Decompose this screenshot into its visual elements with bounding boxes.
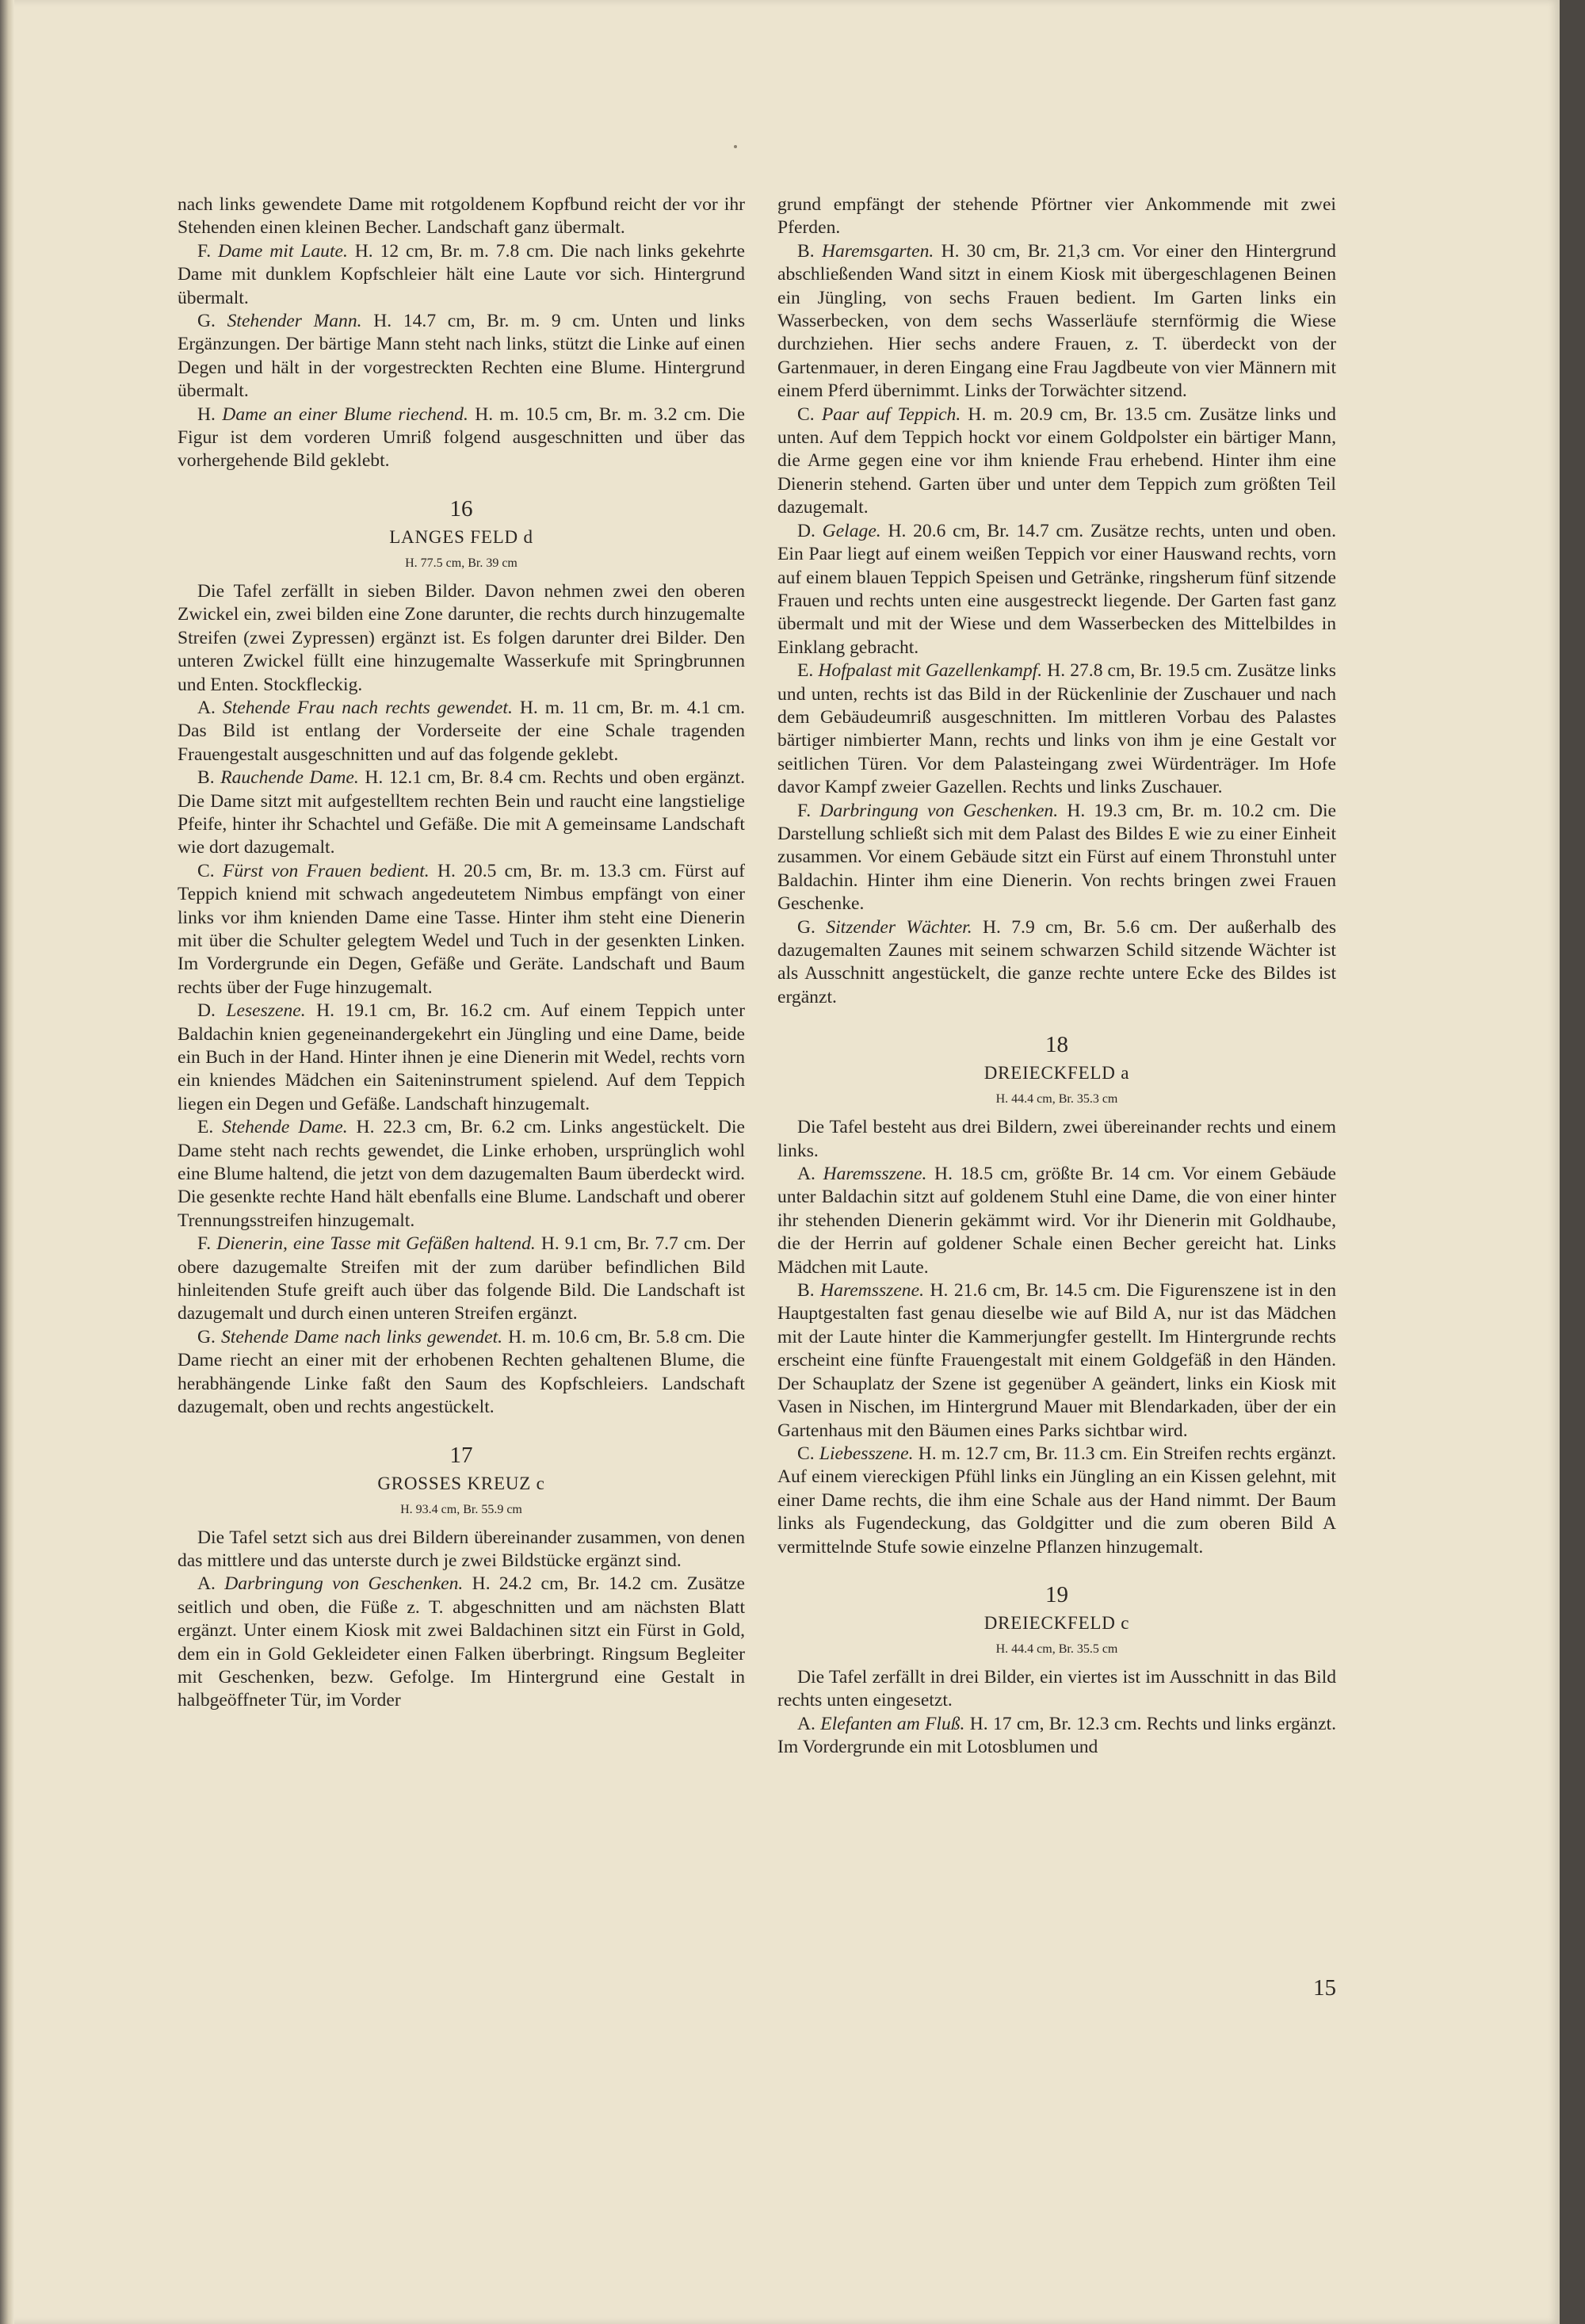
entry-title: Paar auf Teppich. (821, 403, 961, 425)
entry-title: Sitzender Wächter. (826, 916, 972, 938)
catalog-paragraph (178, 766, 745, 860)
entry-title: Darbringung von Geschenken. (819, 800, 1059, 821)
catalog-paragraph (777, 520, 1336, 659)
section-number: 18 (1045, 1032, 1068, 1058)
entry-letter: A. (797, 1164, 815, 1185)
section-title: DREIECKFELD a (983, 1063, 1130, 1084)
entry-text: H. 20.6 cm, Br. 14.7 cm. Zusätze rechts, unten und oben. Ein Paar liegt auf einem weißen Teppich vor einer Hauswand rechts, vorn auf einem blauen Teppich Speisen und Getränke, ringsherum fünf sitzende Frauen und rechts unten eine ausgestreckt liegende. Der Garten fast ganz übermalt und mit der Wiese und dem Wasserbecken des Mittelbildes in Einklang gebracht. (777, 520, 1336, 658)
entry-title: Stehende Dame. (222, 1117, 348, 1138)
section-dimensions: H. 44.4 cm, Br. 35.5 cm (995, 1642, 1118, 1656)
entry-text: H. 30 cm, Br. 21,3 cm. Vor einer den Hintergrund abschließenden Wand sitzt in einem Kiosk mit übergeschlagenen Beinen ein Jüngling, von sechs Frauen bedient. Im Garten links ein Wasserbecken, von dem sechs Wasserläufe sternförmig die Wiese durchziehen. Hier sechs andere Frauen, z. T. überdeckt von der Gartenmauer, in deren Eingang eine Frau Jagdbeute von vier Männern mit einem Pferd übernimmt. Links der Torwächter sitzend. (777, 240, 1336, 402)
entry-text: H. 24.2 cm, Br. 14.2 cm. Zusätze seitlich und oben, die Füße z. T. abgeschnitten und am nächsten Blatt ergänzt. Unter einem Kiosk mit zwei Baldachinen sitzt ein Fürst in Gold, dem ein in Gold Gekleideter einen Falken überbringt. Ringsum Begleiter mit Geschenken, bezw. Gefolge. Im Hintergrund eine Gestalt in halbgeöffneter Tür, im Vorder (178, 1573, 745, 1711)
entry-text: grund empfängt der stehende Pförtner vier Ankommende mit zwei Pferden. (777, 194, 1336, 239)
entry-title: Haremsgarten. (821, 240, 934, 262)
catalog-paragraph (777, 800, 1336, 916)
entry-title: Fürst von Frauen bedient. (222, 860, 430, 881)
entry-title: Haremsszene. (820, 1280, 924, 1302)
entry-text: H. 14.7 cm, Br. m. 9 cm. Unten und links Ergänzungen. Der bärtige Mann steht nach links, stützt die Linke auf einen Degen und hält in der vorgestreckten Rechten eine Blume. Hintergrund übermalt. (178, 311, 746, 402)
entry-letter: E. (797, 660, 814, 682)
entry-title: Darbringung von Geschenken. (224, 1573, 464, 1595)
entry-letter: F. (197, 1233, 212, 1255)
entry-text: H. 12.1 cm, Br. 8.4 cm. Rechts und oben ergänzt. Die Dame sitzt mit aufgestelltem rechten Bein und raucht eine langstielige Pfeife, hinter ihr Schachtel und Gefäße. Die mit A gemeinsame Landschaft wie dort dazugemalt. (178, 767, 745, 858)
entry-letter: A. (797, 1713, 815, 1734)
right-column (777, 193, 1336, 1760)
catalog-paragraph (178, 697, 745, 766)
catalog-paragraph (777, 659, 1336, 799)
entry-title: Haremsszene. (823, 1164, 927, 1185)
section-dimensions: H. 93.4 cm, Br. 55.9 cm (400, 1502, 522, 1516)
entry-title: Stehende Dame nach links gewendet. (220, 1326, 503, 1347)
entry-letter: A. (197, 697, 216, 718)
catalog-paragraph (178, 1233, 745, 1326)
entry-text: H. m. 11 cm, Br. m. 4.1 cm. Das Bild ist entlang der Vorderseite der eine Schale tragenden Frauengestalt ausgeschnitten und auf das folgende geklebt. (178, 697, 745, 765)
entry-title: Liebesszene. (819, 1443, 914, 1464)
entry-title: Gelage. (822, 520, 881, 541)
entry-text: Die Tafel setzt sich aus drei Bildern übereinander zusammen, von denen das mittlere und das unterste durch je zwei Bildstücke ergänzt sind. (178, 1527, 745, 1571)
catalog-paragraph (777, 1666, 1336, 1713)
entry-letter: G. (197, 311, 216, 332)
entry-letter: H. (197, 403, 216, 425)
entry-text: H. 20.5 cm, Br. m. 13.3 cm. Fürst auf Teppich kniend mit schwach angedeutetem Nimbus empfängt von einer links vor ihm knienden Dame eine Tasse. Hinter ihm steht eine Dienerin mit über die Schulter gelegtem Wedel und Tuch in der gesenkten Linken. Im Vordergrunde ein Degen, Gefäße und Geräte. Landschaft und Baum rechts über der Fuge hinzugemalt. (178, 860, 746, 998)
section-number: 16 (449, 495, 473, 522)
entry-text: H. 27.8 cm, Br. 19.5 cm. Zusätze links und unten, rechts ist das Bild in der Rückenlinie der Zuschauer und nach dem Gebäudeumriß ausgeschnitten. Im mittleren Vorbau des Palastes bärtiger nimbierter Mann, rechts und links von ihm je eine Gestalt vor seitlichen Türen. Vor dem Palasteingang zwei Würdenträger. Im Hofe davor Kampf zweier Gazellen. Rechts und links Zuschauer. (777, 660, 1336, 798)
entry-text: H. m. 12.7 cm, Br. 11.3 cm. Ein Streifen rechts ergänzt. Auf einem viereckigen Pfühl links ein Jüngling an ein Kissen gelehnt, mit einer Dame rechts, die ihm eine Schale aus der Hand nimmt. Der Baum links als Fugendeckung, das Goldgitter und die zum oberen Bild A vermittelnde Stufe sowie einzelne Pflanzen hinzugemalt. (777, 1443, 1336, 1558)
section-dimensions: H. 44.4 cm, Br. 35.3 cm (995, 1092, 1118, 1107)
catalog-paragraph (178, 310, 745, 403)
entry-text: H. 19.1 cm, Br. 16.2 cm. Auf einem Teppich unter Baldachin knien gegeneinandergekehrt ein Jüngling und eine Dame, beide ein Buch in der Hand. Hinter ihnen je eine Dienerin mit Wedel, rechts vorn ein kniendes Mädchen ein Saiteninstrument spielend. Auf dem Teppich liegen ein Degen und Gefäße. Landschaft hinzugemalt. (178, 1000, 745, 1114)
entry-title: Rauchende Dame. (220, 767, 359, 789)
section-title: DREIECKFELD c (983, 1612, 1130, 1633)
entry-text: H. m. 10.5 cm, Br. m. 3.2 cm. Die Figur ist dem vorderen Umriß folgend ausgeschnitten und über das vorhergehende Bild geklebt. (178, 403, 745, 472)
entry-text: H. m. 20.9 cm, Br. 13.5 cm. Zusätze links und unten. Auf dem Teppich hockt vor einem Goldpolster ein bärtiger Mann, die Arme gegen eine vor ihm kniende Frau erhebend. Hinter ihm eine Dienerin stehend. Garten über und unter dem Teppich zum größten Teil dazugemalt. (777, 403, 1336, 518)
catalog-paragraph (178, 403, 745, 473)
entry-text: H. 7.9 cm, Br. 5.6 cm. Der außerhalb des dazugemalten Zaunes mit seinem schwarzen Schild sitzende Wächter ist als Ausschnitt angestückelt, die ganze rechte untere Ecke des Bildes ist ergänzt. (777, 916, 1337, 1007)
catalog-paragraph (777, 916, 1336, 1010)
entry-text: Die Tafel zerfällt in sieben Bilder. Davon nehmen zwei den oberen Zwickel ein, zwei bilden eine Zone darunter, die rechts durch hinzugemalte Streifen (zwei Zypressen) ergänzt ist. Es folgen darunter drei Bilder. Den unteren Zwickel füllt eine hinzugemalte Wasserkufe mit Springbrunnen und Enten. Stockfleckig. (178, 580, 745, 695)
section-number: 17 (449, 1442, 473, 1468)
section-title: GROSSES KREUZ c (377, 1473, 545, 1493)
entry-text: nach links gewendete Dame mit rotgoldenem Kopfbund reicht der vor ihr Stehenden einen kleinen Becher. Landschaft ganz übermalt. (178, 194, 745, 239)
catalog-paragraph (777, 403, 1336, 520)
catalog-paragraph (777, 1163, 1336, 1279)
catalog-paragraph (178, 1000, 745, 1116)
entry-letter: G. (797, 916, 815, 938)
entry-title: Stehende Frau nach rechts gewendet. (222, 697, 513, 718)
entry-title: Dienerin, eine Tasse mit Gefäßen haltend. (216, 1233, 536, 1255)
entry-text: H. m. 10.6 cm, Br. 5.8 cm. Die Dame riecht an einer mit der erhobenen Rechten gehaltenen Blume, die herabhängende Linke faßt den Saum des Kopfschleiers. Landschaft dazugemalt, oben und rechts angestückelt. (178, 1326, 745, 1418)
catalog-paragraph (777, 1279, 1336, 1443)
entry-text: Die Tafel zerfällt in drei Bilder, ein viertes ist im Ausschnitt in das Bild rechts unten eingesetzt. (777, 1666, 1336, 1711)
catalog-paragraph (178, 860, 745, 1000)
entry-letter: B. (797, 240, 815, 262)
catalog-paragraph (178, 1573, 745, 1712)
catalog-paragraph (178, 1116, 745, 1233)
entry-title: Stehender Mann. (227, 311, 362, 332)
catalog-paragraph (777, 193, 1336, 240)
entry-letter: D. (797, 520, 815, 541)
entry-text: H. 21.6 cm, Br. 14.5 cm. Die Figurenszene ist in den Hauptgestalten fast genau dieselbe wie auf Bild A, nur ist das Mädchen mit der Laute hinter die Kammerjungfer gestellt. Im Hintergrunde rechts erscheint eine fünfte Frauengestalt mit einem Goldgefäß in den Händen. Der Schauplatz der Szene ist gegenüber A geändert, links ein Kiosk mit Vasen in Nischen, im Hintergrund Mauer mit Blendarkaden, über der ein Gartenhaus mit den Bäumen eines Parks sichtbar wird. (777, 1280, 1336, 1441)
entry-text: H. 17 cm, Br. 12.3 cm. Rechts und links ergänzt. Im Vordergrunde ein mit Lotosblumen und (777, 1713, 1336, 1758)
entry-letter: C. (797, 403, 815, 425)
catalog-paragraph (178, 1527, 745, 1573)
catalog-paragraph (178, 240, 745, 310)
entry-title: Elefanten am Fluß. (820, 1713, 965, 1734)
section-number: 19 (1045, 1581, 1068, 1607)
catalog-paragraph (178, 1326, 745, 1420)
paper-speck (734, 145, 737, 148)
entry-title: Hofpalast mit Gazellenkampf. (818, 660, 1043, 682)
entry-letter: B. (797, 1280, 815, 1302)
entry-letter: A. (197, 1573, 216, 1595)
catalog-paragraph (777, 1443, 1336, 1559)
section-title: LANGES FELD d (389, 526, 533, 547)
left-column (178, 193, 745, 1713)
entry-text: H. 9.1 cm, Br. 7.7 cm. Der obere dazugemalte Streifen mit der zum darüber befindlichen Bild hinleitenden Stufe greift auch über das folgende Bild. Die Landschaft ist dazugemalt und durch einen unteren Streifen ergänzt. (178, 1233, 745, 1324)
entry-letter: F. (197, 240, 212, 262)
entry-letter: C. (197, 860, 215, 881)
entry-title: Leseszene. (226, 1000, 306, 1022)
entry-title: Dame mit Laute. (218, 240, 348, 262)
entry-letter: D. (197, 1000, 216, 1022)
entry-title: Dame an einer Blume riechend. (222, 403, 468, 425)
catalog-paragraph (777, 1116, 1336, 1163)
entry-text: Die Tafel besteht aus drei Bildern, zwei übereinander rechts und einem links. (777, 1117, 1336, 1161)
entry-text: H. 22.3 cm, Br. 6.2 cm. Links angestückelt. Die Dame steht nach rechts gewendet, die Linke erhoben, ursprünglich wohl eine Blume haltend, die jetzt von dem dazugemalten Baum überdeckt wird. Die gesenkte rechte Hand hält ebenfalls eine Blume. Landschaft und oberer Trennungsstreifen hinzugemalt. (178, 1117, 745, 1231)
entry-text: H. 19.3 cm, Br. m. 10.2 cm. Die Darstellung schließt sich mit dem Palast des Bildes E wie zu einer Einheit zusammen. Vor einem Gebäude sitzt ein Fürst auf einem Thronstuhl unter Baldachin. Hinter ihm eine Dienerin. Von rechts bringen zwei Frauen Geschenke. (777, 800, 1336, 915)
entry-text: H. 18.5 cm, größte Br. 14 cm. Vor einem Gebäude unter Baldachin sitzt auf goldenem Stuhl eine Dame, die von einer hinter ihr stehenden Dienerin gekämmt wird. Vor ihr Dienerin mit Goldhaube, die der Herrin auf goldener Schale einen Becher gereicht hat. Links Mädchen mit Laute. (777, 1164, 1336, 1278)
catalog-paragraph (777, 240, 1336, 403)
entry-letter: B. (197, 767, 215, 789)
entry-text: H. 12 cm, Br. m. 7.8 cm. Die nach links gekehrte Dame mit dunklem Kopfschleier hält eine Laute vor sich. Hintergrund übermalt. (178, 240, 746, 308)
catalog-paragraph (178, 193, 745, 240)
entry-letter: G. (197, 1326, 216, 1347)
entry-letter: E. (197, 1117, 214, 1138)
entry-letter: F. (797, 800, 812, 821)
catalog-paragraph (178, 580, 745, 697)
entry-letter: C. (797, 1443, 815, 1464)
page-number: 15 (1313, 1975, 1336, 2001)
catalog-paragraph (777, 1713, 1336, 1760)
section-dimensions: H. 77.5 cm, Br. 39 cm (405, 556, 518, 570)
